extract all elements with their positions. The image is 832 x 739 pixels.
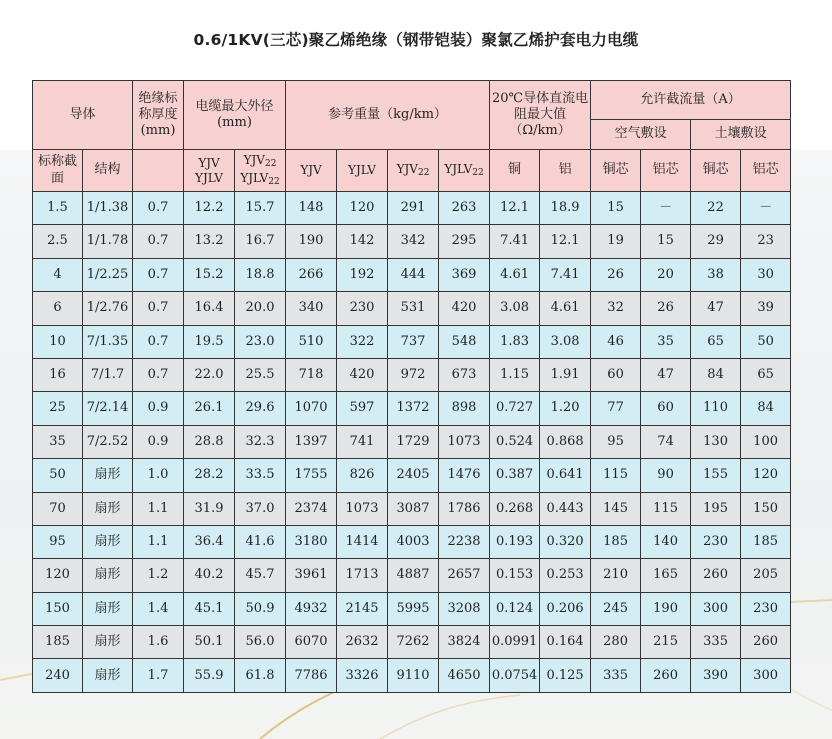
header-soil-laying: 土壤敷设 <box>691 120 791 150</box>
table-cell: 185 <box>591 525 641 558</box>
table-row <box>33 358 791 391</box>
table-cell: 115 <box>641 492 691 525</box>
table-cell: 0.125 <box>540 659 591 692</box>
table-cell: 47 <box>641 358 691 391</box>
table-cell: 7.41 <box>490 225 540 258</box>
table-cell: 扇形 <box>83 525 133 558</box>
table-cell: 29.6 <box>235 392 286 425</box>
table-cell: 0.253 <box>540 559 591 592</box>
table-cell: 扇形 <box>83 459 133 492</box>
od-yjlv22-label: $YJLV_{22}$ <box>240 170 280 187</box>
table-cell: 0.524 <box>490 425 540 458</box>
table-cell: 322 <box>337 325 388 358</box>
table-cell: 16.4 <box>184 292 235 325</box>
table-cell: 32 <box>591 292 641 325</box>
table-row <box>33 592 791 625</box>
table-cell: 2238 <box>439 525 490 558</box>
table-cell: 4650 <box>439 659 490 692</box>
header-air-laying: 空气敷设 <box>591 120 691 150</box>
table-cell: 300 <box>741 659 791 692</box>
table-cell: 60 <box>641 392 691 425</box>
table-cell: 291 <box>388 192 439 225</box>
table-row <box>33 626 791 659</box>
table-cell: 3961 <box>286 559 337 592</box>
table-cell: 0.7 <box>133 192 184 225</box>
table-cell: 1.91 <box>540 358 591 391</box>
table-cell: 61.8 <box>235 659 286 692</box>
table-cell: 140 <box>641 525 691 558</box>
table-cell: 390 <box>691 659 741 692</box>
table-cell: 597 <box>337 392 388 425</box>
table-cell: 50 <box>741 325 791 358</box>
table-row <box>33 525 791 558</box>
table-cell: 263 <box>439 192 490 225</box>
table-cell: 0.320 <box>540 525 591 558</box>
table-cell: 0.7 <box>133 225 184 258</box>
table-cell: 2632 <box>337 626 388 659</box>
table-cell: 1729 <box>388 425 439 458</box>
table-row <box>33 325 791 358</box>
table-cell: 1073 <box>439 425 490 458</box>
table-row <box>33 559 791 592</box>
table-cell: 1.6 <box>133 626 184 659</box>
table-cell: 扇形 <box>83 626 133 659</box>
table-cell: 1073 <box>337 492 388 525</box>
table-cell: 260 <box>691 559 741 592</box>
table-cell: 6 <box>33 292 83 325</box>
table-cell: 245 <box>591 592 641 625</box>
table-cell: 1.0 <box>133 459 184 492</box>
header-conductor: 导体 <box>33 81 133 150</box>
table-cell: 47 <box>691 292 741 325</box>
table-cell: 60 <box>591 358 641 391</box>
table-row <box>33 425 791 458</box>
table-cell: 7786 <box>286 659 337 692</box>
table-cell: 2145 <box>337 592 388 625</box>
table-cell: 115 <box>591 459 641 492</box>
table-cell: 0.0991 <box>490 626 540 659</box>
table-cell: 26.1 <box>184 392 235 425</box>
header-od-yjv <box>184 150 235 192</box>
table-cell: 260 <box>741 626 791 659</box>
header-weight-yjv22: $YJV_{22}$ <box>388 150 439 192</box>
table-cell: 扇形 <box>83 559 133 592</box>
table-cell: 2405 <box>388 459 439 492</box>
table-cell: － <box>641 192 691 225</box>
table-row <box>33 258 791 291</box>
header-insulation-cont <box>133 150 184 192</box>
table-cell: 0.443 <box>540 492 591 525</box>
table-cell: 1.5 <box>33 192 83 225</box>
table-cell: 2.5 <box>33 225 83 258</box>
table-cell: 280 <box>591 626 641 659</box>
header-od-yjv22 <box>235 150 286 192</box>
table-cell: 1372 <box>388 392 439 425</box>
table-cell: 0.193 <box>490 525 540 558</box>
table-cell: 737 <box>388 325 439 358</box>
table-cell: 74 <box>641 425 691 458</box>
table-cell: 1713 <box>337 559 388 592</box>
table-cell: 0.387 <box>490 459 540 492</box>
table-cell: 1070 <box>286 392 337 425</box>
table-cell: 7/1.35 <box>83 325 133 358</box>
table-cell: 230 <box>691 525 741 558</box>
header-resistance-aluminum: 铝 <box>540 150 591 192</box>
table-cell: 29 <box>691 225 741 258</box>
table-cell: 1/2.76 <box>83 292 133 325</box>
header-soil-aluminum-core: 铝芯 <box>741 150 791 192</box>
table-cell: 39 <box>741 292 791 325</box>
header-row-1 <box>33 81 791 120</box>
table-cell: 185 <box>33 626 83 659</box>
table-cell: 55.9 <box>184 659 235 692</box>
table-cell: 15.2 <box>184 258 235 291</box>
table-cell: 120 <box>337 192 388 225</box>
table-cell: 335 <box>691 626 741 659</box>
table-cell: 190 <box>641 592 691 625</box>
table-cell: 37.0 <box>235 492 286 525</box>
table-cell: 240 <box>33 659 83 692</box>
table-cell: 90 <box>641 459 691 492</box>
table-cell: 7262 <box>388 626 439 659</box>
table-cell: 335 <box>591 659 641 692</box>
table-cell: 215 <box>641 626 691 659</box>
table-cell: 20.0 <box>235 292 286 325</box>
table-cell: 1.4 <box>133 592 184 625</box>
table-cell: 826 <box>337 459 388 492</box>
table-cell: 3087 <box>388 492 439 525</box>
od-yjlv-label: YJLV <box>195 170 223 185</box>
table-cell: 13.2 <box>184 225 235 258</box>
od-yjv-label: YJV <box>198 155 220 170</box>
header-air-aluminum-core: 铝芯 <box>641 150 691 192</box>
header-outer-diameter: 电缆最大外径(mm) <box>184 81 286 150</box>
header-soil-copper-core: 铜芯 <box>691 150 741 192</box>
table-cell: 7/2.52 <box>83 425 133 458</box>
table-cell: 40.2 <box>184 559 235 592</box>
table-cell: 1.15 <box>490 358 540 391</box>
table-cell: 510 <box>286 325 337 358</box>
table-cell: 30 <box>741 258 791 291</box>
table-cell: 0.164 <box>540 626 591 659</box>
table-cell: 0.7 <box>133 358 184 391</box>
table-cell: 110 <box>691 392 741 425</box>
table-cell: 531 <box>388 292 439 325</box>
table-cell: 38 <box>691 258 741 291</box>
table-cell: 5995 <box>388 592 439 625</box>
table-cell: 3208 <box>439 592 490 625</box>
table-cell: 150 <box>33 592 83 625</box>
table-cell: 4.61 <box>540 292 591 325</box>
table-cell: 22 <box>691 192 741 225</box>
cable-spec-table <box>32 80 791 693</box>
table-cell: 23 <box>741 225 791 258</box>
table-row <box>33 192 791 225</box>
table-cell: 33.5 <box>235 459 286 492</box>
table-cell: 2657 <box>439 559 490 592</box>
table-cell: 1/2.25 <box>83 258 133 291</box>
table-cell: 155 <box>691 459 741 492</box>
table-cell: 0.0754 <box>490 659 540 692</box>
table-cell: 7/2.14 <box>83 392 133 425</box>
table-cell: 3180 <box>286 525 337 558</box>
table-cell: 718 <box>286 358 337 391</box>
header-weight-yjlv22: $YJLV_{22}$ <box>439 150 490 192</box>
table-cell: 15 <box>641 225 691 258</box>
table-cell: 1476 <box>439 459 490 492</box>
table-cell: 195 <box>691 492 741 525</box>
table-cell: 100 <box>741 425 791 458</box>
table-cell: 120 <box>741 459 791 492</box>
table-cell: 0.124 <box>490 592 540 625</box>
table-cell: 41.6 <box>235 525 286 558</box>
table-cell: 148 <box>286 192 337 225</box>
table-cell: 0.9 <box>133 392 184 425</box>
header-air-copper-core: 铜芯 <box>591 150 641 192</box>
header-ampacity: 允许截流量（A） <box>591 81 791 120</box>
table-cell: 1.1 <box>133 492 184 525</box>
header-insulation: 绝缘标称厚度(mm) <box>133 81 184 150</box>
table-cell: 150 <box>741 492 791 525</box>
table-cell: 165 <box>641 559 691 592</box>
table-cell: 0.268 <box>490 492 540 525</box>
table-cell: 26 <box>641 292 691 325</box>
table-cell: 3326 <box>337 659 388 692</box>
table-cell: 340 <box>286 292 337 325</box>
table-cell: 295 <box>439 225 490 258</box>
table-cell: 12.1 <box>540 225 591 258</box>
table-cell: 1.1 <box>133 525 184 558</box>
table-cell: 50.9 <box>235 592 286 625</box>
table-cell: 0.727 <box>490 392 540 425</box>
table-cell: 185 <box>741 525 791 558</box>
table-cell: 16 <box>33 358 83 391</box>
table-cell: 3.08 <box>540 325 591 358</box>
table-cell: 15.7 <box>235 192 286 225</box>
table-cell: 898 <box>439 392 490 425</box>
header-row-3 <box>33 150 791 192</box>
table-cell: 7/1.7 <box>83 358 133 391</box>
od-yjv22-label: $YJV_{22}$ <box>243 153 277 170</box>
table-cell: 18.8 <box>235 258 286 291</box>
table-cell: 4.61 <box>490 258 540 291</box>
table-cell: 65 <box>691 325 741 358</box>
table-cell: 420 <box>439 292 490 325</box>
table-cell: 50.1 <box>184 626 235 659</box>
table-cell: 45.1 <box>184 592 235 625</box>
table-cell: 369 <box>439 258 490 291</box>
table-cell: 16.7 <box>235 225 286 258</box>
table-cell: 1/1.38 <box>83 192 133 225</box>
table-cell: 1.83 <box>490 325 540 358</box>
table-cell: 扇形 <box>83 592 133 625</box>
table-cell: 23.0 <box>235 325 286 358</box>
table-cell: 0.206 <box>540 592 591 625</box>
table-row <box>33 659 791 692</box>
table-cell: 45.7 <box>235 559 286 592</box>
table-cell: 0.7 <box>133 325 184 358</box>
table-cell: 230 <box>741 592 791 625</box>
table-row <box>33 492 791 525</box>
table-cell: 192 <box>337 258 388 291</box>
table-cell: 130 <box>691 425 741 458</box>
table-cell: 673 <box>439 358 490 391</box>
table-cell: 0.7 <box>133 292 184 325</box>
table-cell: 95 <box>33 525 83 558</box>
table-cell: 70 <box>33 492 83 525</box>
table-row <box>33 292 791 325</box>
table-cell: 84 <box>741 392 791 425</box>
table-cell: 4 <box>33 258 83 291</box>
table-cell: 548 <box>439 325 490 358</box>
table-cell: 32.3 <box>235 425 286 458</box>
table-cell: － <box>741 192 791 225</box>
table-cell: 0.641 <box>540 459 591 492</box>
table-row <box>33 225 791 258</box>
page-title: 0.6/1KV(三芯)聚乙烯绝缘（钢带铠装）聚氯乙烯护套电力电缆 <box>193 31 639 49</box>
table-cell: 95 <box>591 425 641 458</box>
table-cell: 12.1 <box>490 192 540 225</box>
table-cell: 77 <box>591 392 641 425</box>
table-cell: 1786 <box>439 492 490 525</box>
table-cell: 3824 <box>439 626 490 659</box>
table-cell: 230 <box>337 292 388 325</box>
table-cell: 19.5 <box>184 325 235 358</box>
table-cell: 4003 <box>388 525 439 558</box>
table-cell: 1414 <box>337 525 388 558</box>
header-weight: 参考重量（kg/km） <box>286 81 490 150</box>
table-cell: 28.2 <box>184 459 235 492</box>
table-cell: 420 <box>337 358 388 391</box>
table-cell: 扇形 <box>83 492 133 525</box>
table-cell: 46 <box>591 325 641 358</box>
table-cell: 205 <box>741 559 791 592</box>
table-cell: 0.7 <box>133 258 184 291</box>
table-cell: 84 <box>691 358 741 391</box>
table-cell: 4887 <box>388 559 439 592</box>
table-cell: 1397 <box>286 425 337 458</box>
table-cell: 9110 <box>388 659 439 692</box>
table-cell: 25.5 <box>235 358 286 391</box>
table-cell: 22.0 <box>184 358 235 391</box>
table-cell: 1755 <box>286 459 337 492</box>
table-cell: 1/1.78 <box>83 225 133 258</box>
table-cell: 20 <box>641 258 691 291</box>
header-resistance-copper: 铜 <box>490 150 540 192</box>
table-cell: 210 <box>591 559 641 592</box>
table-cell: 18.9 <box>540 192 591 225</box>
table-cell: 300 <box>691 592 741 625</box>
header-weight-yjv: YJV <box>286 150 337 192</box>
table-cell: 65 <box>741 358 791 391</box>
header-cross-section: 标称截面 <box>33 150 83 192</box>
table-cell: 260 <box>641 659 691 692</box>
table-cell: 25 <box>33 392 83 425</box>
table-cell: 1.7 <box>133 659 184 692</box>
table-cell: 3.08 <box>490 292 540 325</box>
table-cell: 2374 <box>286 492 337 525</box>
table-cell: 190 <box>286 225 337 258</box>
table-cell: 12.2 <box>184 192 235 225</box>
table-cell: 0.868 <box>540 425 591 458</box>
table-cell: 0.153 <box>490 559 540 592</box>
table-cell: 26 <box>591 258 641 291</box>
table-cell: 4932 <box>286 592 337 625</box>
table-cell: 972 <box>388 358 439 391</box>
table-cell: 28.8 <box>184 425 235 458</box>
table-cell: 扇形 <box>83 659 133 692</box>
table-body <box>33 192 791 693</box>
table-cell: 15 <box>591 192 641 225</box>
table-row <box>33 392 791 425</box>
table-cell: 444 <box>388 258 439 291</box>
table-cell: 50 <box>33 459 83 492</box>
table-cell: 19 <box>591 225 641 258</box>
table-cell: 0.9 <box>133 425 184 458</box>
table-cell: 6070 <box>286 626 337 659</box>
table-cell: 35 <box>641 325 691 358</box>
table-cell: 266 <box>286 258 337 291</box>
header-resistance: 20℃导体直流电阻最大值（Ω/km） <box>490 81 591 150</box>
table-cell: 7.41 <box>540 258 591 291</box>
table-cell: 342 <box>388 225 439 258</box>
table-cell: 35 <box>33 425 83 458</box>
table-row <box>33 459 791 492</box>
header-structure: 结构 <box>83 150 133 192</box>
table-cell: 31.9 <box>184 492 235 525</box>
table-cell: 741 <box>337 425 388 458</box>
table-cell: 145 <box>591 492 641 525</box>
table-cell: 10 <box>33 325 83 358</box>
table-cell: 142 <box>337 225 388 258</box>
table-cell: 1.20 <box>540 392 591 425</box>
table-cell: 1.2 <box>133 559 184 592</box>
table-cell: 120 <box>33 559 83 592</box>
table-cell: 36.4 <box>184 525 235 558</box>
header-weight-yjlv: YJLV <box>337 150 388 192</box>
table-cell: 56.0 <box>235 626 286 659</box>
